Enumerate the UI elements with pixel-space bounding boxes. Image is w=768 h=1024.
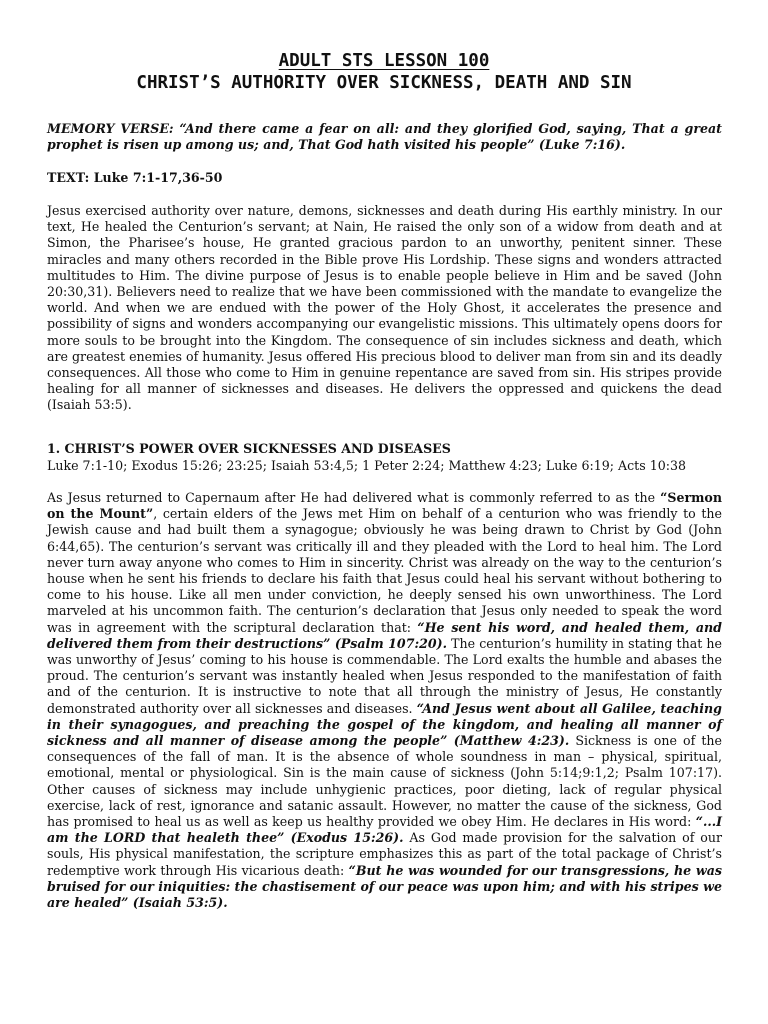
lesson-subtitle: CHRIST’S AUTHORITY OVER SICKNESS, DEATH AND SIN (136, 73, 632, 93)
section-body-run: The centurion’s humility in stating that he was unworthy of Jesus’ coming to his house is commendable. The Lord exalts the humble and abases the proud. The centurion’s servant was instantly healed when Jesus responded to the manifestation of faith and of the centurion. It is instructive to note that all through the ministry of Jesus, He constantly demonstrated authority over all sicknesses and diseases. (47, 635, 722, 716)
text-reference: TEXT: Luke 7:1-17,36-50 (47, 170, 223, 185)
memory-verse: MEMORY VERSE: “And there came a fear on all: and they glorified God, saying, That a great prophet is risen up among us; and, That God hath visited his people” (Luke 7:16). (47, 121, 722, 153)
section-body-run: “Sermon on the Mount” (47, 490, 722, 522)
section-body-run: As Jesus returned to Capernaum after He had delivered what is commonly referred to as the (47, 490, 661, 505)
scripture-quote: “But he was wounded for our transgressions, he was bruised for our iniquities: the chastisement of our peace was upon him; and with his stripes we are healed” (Isaiah 53:5). (47, 862, 722, 911)
section-body-run: As God made provision for the salvation of our souls, His physical manifestation, the scripture emphasizes this as part of the total package of Christ’s redemptive work through His vicarious death: (47, 830, 723, 878)
section-references: Luke 7:1-10; Exodus 15:26; 23:25; Isaiah 53:4,5; 1 Peter 2:24; Matthew 4:23; Luke 6:19; Acts 10:38 (47, 458, 686, 473)
scripture-quote: “And Jesus went about all Galilee, teaching in their synagogues, and preaching the gospel of the kingdom, and healing all manner of sickness and all manner of disease among the people” (Matthew 4:23). (47, 700, 722, 749)
section-body-run: , certain elders of the Jews met Him on behalf of a centurion who was friendly to the Jewish cause and had built them a synagogue; obviously he was being drawn to Christ by God (John 6:44,65). The centurion’s servant was critically ill and they pleaded with the Lord to heal him. The Lord never turn away anyone who comes to Him in sincerity. Christ was already on the way to the centurion’s house when he sent his friends to declare his faith that Jesus could heal his servant without bothering to come to his house. Like all men under conviction, he deeply sensed his own unworthiness. The Lord marveled at his uncommon faith. The centurion’s declaration that Jesus only needed to speak the word was in agreement with the scriptural declaration that: (47, 506, 722, 635)
scripture-quote: “He sent his word, and healed them, and delivered them from their destructions” (Psalm 107:20). (47, 619, 722, 651)
lesson-title: ADULT STS LESSON 100 (278, 51, 490, 71)
section-body (47, 490, 722, 911)
section-body-run: Sickness is one of the consequences of the fall of man. It is the absence of whole soundness in man – physical, spiritual, emotional, mental or physiological. Sin is the main cause of sickness (John 5:14;9:1,2; Psalm 107:17). Other causes of sickness may include unhygienic practices, poor dieting, lack of regular physical exercise, lack of rest, ignorance and satanic assault. However, no matter the cause of the sickness, God has promised to heal us as well as keep us healthy provided we obey Him. He declares in His word: (47, 733, 722, 830)
scripture-quote: “...I am the LORD that healeth thee” (Exodus 15:26). (47, 814, 722, 846)
intro-paragraph: Jesus exercised authority over nature, demons, sicknesses and death during His earthly ministry. In our text, He healed the Centurion’s servant; at Nain, He raised the only son of a widow from death and at Simon, the Pharisee’s house, He granted gracious pardon to an unworthy, penitent sinner. These miracles and many others recorded in the Bible prove His Lordship. These signs and wonders attracted multitudes to Him. The divine purpose of Jesus is to enable people believe in Him and be saved (John 20:30,31). Believers need to realize that we have been commissioned with the mandate to evangelize the world. And when we are endued with the power of the Holy Ghost, it accelerates the presence and possibility of signs and wonders accompanying our evangelistic missions. This ultimately opens doors for more souls to be brought into the Kingdom. The consequence of sin includes sickness and death, which are greatest enemies of humanity. Jesus offered His precious blood to deliver man from sin and its deadly consequences. All those who come to Him in genuine repentance are saved from sin. His stripes provide healing for all manner of sicknesses and diseases. He delivers the oppressed and quickens the dead (Isaiah 53:5). (47, 203, 722, 413)
section-heading: 1. CHRIST’S POWER OVER SICKNESSES AND DISEASES (47, 441, 451, 456)
